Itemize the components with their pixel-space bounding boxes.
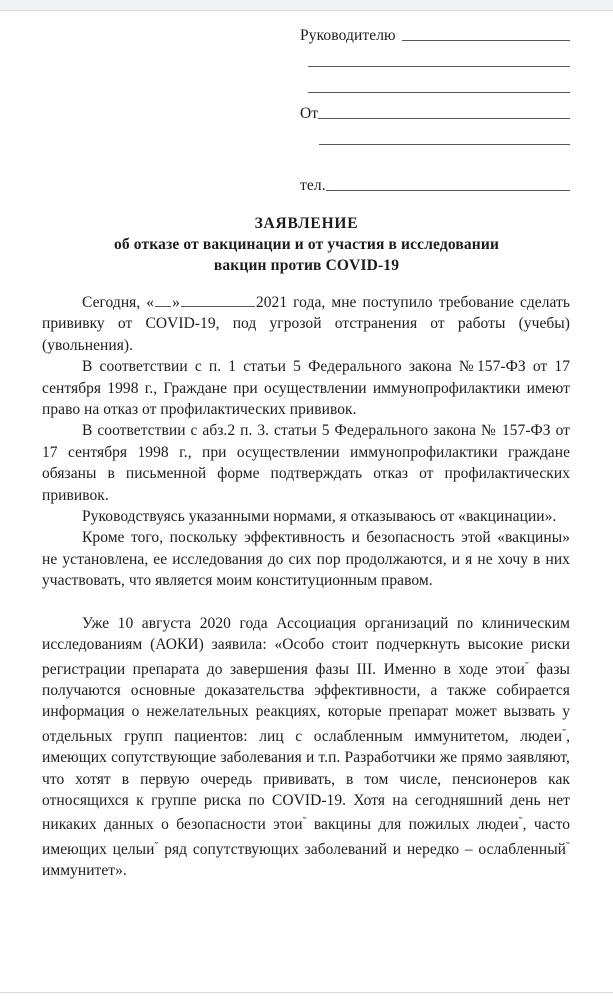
addressee-phone-label: тел. [300,177,326,194]
document-title-line-3: вакцин против COVID-19 [213,257,400,274]
viewer-chrome-bar [0,0,613,11]
addressee-blank-rule-1[interactable] [308,66,570,67]
body-p6-part-b: фазы получаются основные доказательства эффективности, а также собирается информация о нежелательных реакциях, которые препарат может вызвать у отдельных групп пациентов: лиц с ослабленным иммунитетом, людеи [42,660,570,745]
body-p6-part-c: , имеющих сопутствующие заболевания и т.п. Разработчики же прямо заявляют, что хотят в первую очередь прививать, в том числе, пенсионеров как относящихся к группе риска по COVID-19. Хотя на сегодняшний день нет никаких данных о безопасности этои [42,727,570,834]
addressee-sender-rule[interactable] [318,118,570,119]
document-body [42,292,570,882]
addressee-blank-rule-3[interactable] [319,144,570,145]
addressee-recipient-rule[interactable] [402,40,570,41]
addressee-row-blank-1 [300,45,570,71]
body-p1-part-a: Сегодня, « [82,294,155,311]
addressee-sender-label: От [300,105,319,122]
body-paragraph-3: В соответствии с абз.2 п. 3. статьи 5 Федерального закона № 157-ФЗ от 17 сентября 1998 г., при осуществлении иммунопрофилактики граждане обязаны в письменной форме подтверждать отказ от профилактических прививок. [42,422,570,504]
addressee-row-phone [300,169,570,195]
addressee-row-blank-2 [300,71,570,97]
addressee-phone-rule[interactable] [326,190,570,191]
breve-mark-3: ˘ [302,814,307,829]
breve-mark-5: ˘ [154,838,159,853]
document-title-line-1: ЗАЯВЛЕНИЕ [254,215,359,232]
body-paragraph-2: В соответствии с п. 1 статьи 5 Федерального закона №157-ФЗ от 17 сентября 1998 г., Граждане при осуществлении иммунопрофилактики имеют право на отказ от профилактических прививок. [42,358,570,419]
breve-mark-6: ˘ [566,838,570,853]
body-paragraph-4: Руководствуясь указанными нормами, я отказываюсь от «вакцинации». [82,508,557,526]
breve-mark-2: ˘ [562,725,567,740]
body-p1-part-c: 2021 года, мне поступило требование сделать прививку от COVID-19, под угрозой отстранения от работы (учебы) (увольнения). [42,294,570,354]
breve-mark-1: ˘ [524,658,529,673]
document-title-block [22,213,591,276]
addressee-block [300,19,570,195]
addressee-blank-rule-2[interactable] [308,92,570,93]
body-p1-part-b: » [172,294,180,311]
addressee-row-blank-3 [300,123,570,149]
body-paragraph-5: Кроме того, поскольку эффективность и безопасность этой «вакцины» не установлена, ее исследования до сих пор продолжаются, и я не хочу в них участвовать, что является моим конституционным правом. [42,529,570,590]
body-paragraph-1 [42,292,570,356]
page-bottom-edge [0,992,613,1000]
body-p6-part-a: Уже 10 августа 2020 года Ассоциация организаций по клиническим исследованиям (АОКИ) заявила: «Особо стоит подчеркнуть высокие риски регистрации препарата до завершения фазы III. Именно в ходе этои [42,614,570,678]
addressee-recipient-label: Руководителю [300,27,396,44]
body-p6-part-d: вакцины для пожилых людеи [306,816,519,834]
date-day-fill-rule[interactable] [155,293,171,307]
breve-mark-4: ˘ [518,814,523,829]
body-p6-part-e: , часто имеющих целыи [42,816,570,858]
body-p6-part-f: ряд сопутствующих заболеваний и нередко – ослабленный [158,840,566,858]
addressee-row-recipient [300,19,570,45]
body-p6-part-g: иммунитет». [42,862,127,880]
body-paragraph-6 [42,613,570,882]
addressee-row-sender [300,97,570,123]
document-title-line-2: об отказе от вакцинации и от участия в исследовании [113,236,500,253]
addressee-row-spacer [300,149,570,169]
date-month-fill-rule[interactable] [181,293,255,307]
document-sheet [0,12,613,992]
